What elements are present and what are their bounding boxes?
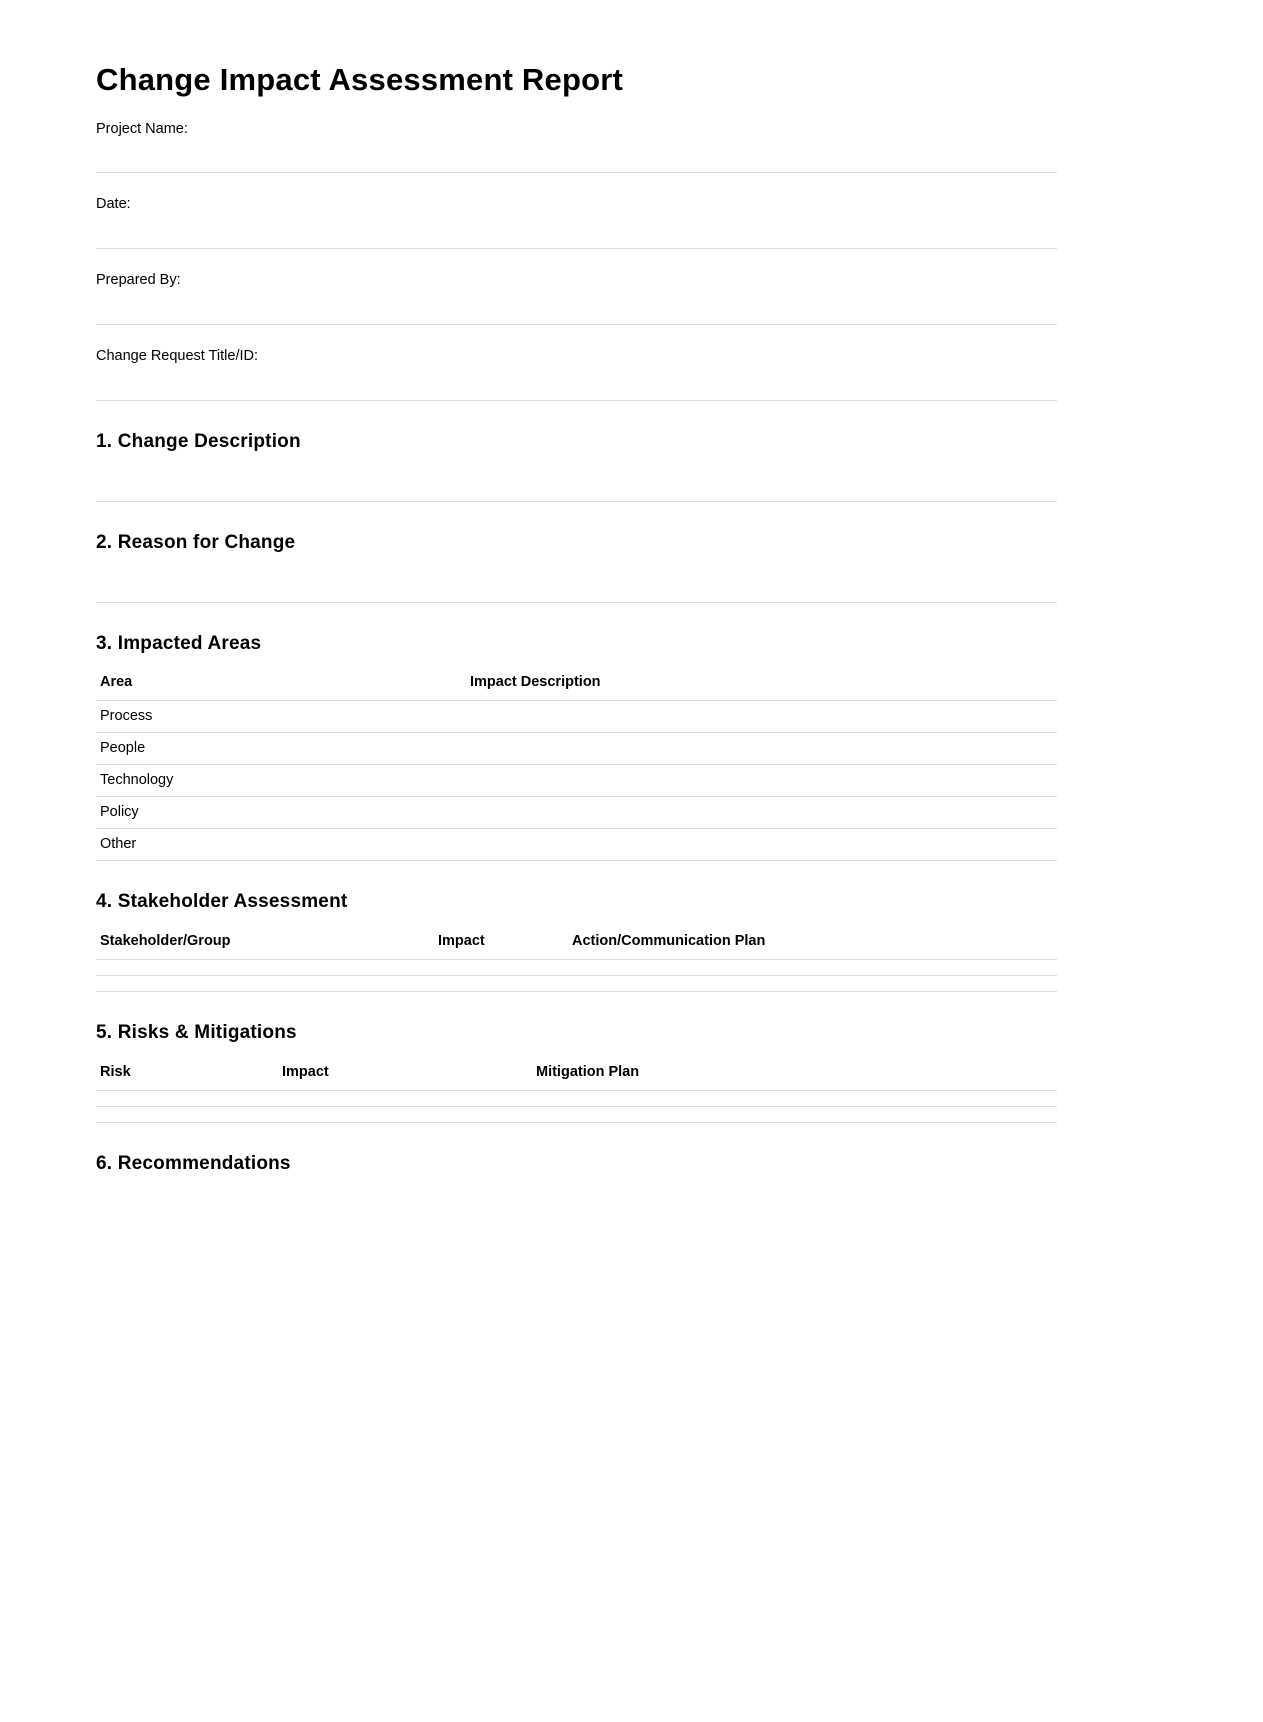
table-row[interactable] (96, 1091, 1057, 1107)
table-row[interactable] (96, 960, 1057, 976)
cell-area: Technology (96, 765, 466, 797)
change-description-textarea[interactable] (96, 454, 1057, 502)
cell-area: Policy (96, 797, 466, 829)
cell-stakeholder[interactable] (96, 960, 434, 976)
section-heading-reason-for-change: 2. Reason for Change (96, 531, 296, 553)
cell-plan[interactable] (568, 960, 1057, 976)
cell-plan[interactable] (568, 976, 1057, 992)
table-header-row (96, 674, 1057, 701)
stakeholder-assessment-table (96, 933, 1057, 992)
page-title: Change Impact Assessment Report (96, 62, 624, 97)
cell-impact-description[interactable] (466, 701, 1057, 733)
cell-impact-description[interactable] (466, 797, 1057, 829)
table-row[interactable] (96, 765, 1057, 797)
column-header-risk: Risk (96, 1064, 278, 1091)
table-row[interactable] (96, 1107, 1057, 1123)
section-heading-recommendations: 6. Recommendations (96, 1153, 291, 1174)
cell-area: Process (96, 701, 466, 733)
table-row[interactable] (96, 733, 1057, 765)
cell-impact-description[interactable] (466, 733, 1057, 765)
cell-impact-description[interactable] (466, 765, 1057, 797)
form-field-label: Project Name: (96, 120, 188, 137)
section-heading-change-description: 1. Change Description (96, 431, 301, 453)
cell-impact[interactable] (278, 1091, 532, 1107)
cell-risk[interactable] (96, 1107, 278, 1123)
table-header-row (96, 1064, 1057, 1091)
table-row[interactable] (96, 797, 1057, 829)
cell-impact[interactable] (434, 960, 568, 976)
section-heading-impacted-areas: 3. Impacted Areas (96, 632, 262, 654)
form-field-label: Prepared By: (96, 272, 181, 289)
table-row[interactable] (96, 976, 1057, 992)
cell-impact[interactable] (434, 976, 568, 992)
impacted-areas-table (96, 674, 1057, 861)
form-field-prepared-by[interactable] (96, 271, 1057, 325)
cell-mitigation-plan[interactable] (532, 1091, 1057, 1107)
form-field-date[interactable] (96, 195, 1057, 249)
cell-area: People (96, 733, 466, 765)
cell-risk[interactable] (96, 1091, 278, 1107)
reason-for-change-textarea[interactable] (96, 555, 1057, 603)
section-heading-stakeholder-assessment: 4. Stakeholder Assessment (96, 891, 348, 913)
form-field-label: Date: (96, 196, 131, 213)
column-header-impact: Impact (278, 1064, 532, 1091)
table-row[interactable] (96, 829, 1057, 861)
document-content (96, 62, 1057, 1176)
column-header-impact-description: Impact Description (466, 674, 1057, 701)
cell-mitigation-plan[interactable] (532, 1107, 1057, 1123)
column-header-impact: Impact (434, 933, 568, 960)
form-field-label: Change Request Title/ID: (96, 348, 259, 365)
table-header-row (96, 933, 1057, 960)
form-field-change-request-title-id[interactable] (96, 347, 1057, 401)
column-header-action-communication-plan: Action/Communication Plan (568, 933, 1057, 960)
cell-impact[interactable] (278, 1107, 532, 1123)
risks-mitigations-table (96, 1064, 1057, 1123)
cell-stakeholder[interactable] (96, 976, 434, 992)
column-header-stakeholder-group: Stakeholder/Group (96, 933, 434, 960)
form-field-project-name[interactable] (96, 120, 1057, 174)
cell-impact-description[interactable] (466, 829, 1057, 861)
column-header-mitigation-plan: Mitigation Plan (532, 1064, 1057, 1091)
cell-area: Other (96, 829, 466, 861)
table-row[interactable] (96, 701, 1057, 733)
column-header-area: Area (96, 674, 466, 701)
section-heading-risks-mitigations: 5. Risks & Mitigations (96, 1022, 297, 1044)
